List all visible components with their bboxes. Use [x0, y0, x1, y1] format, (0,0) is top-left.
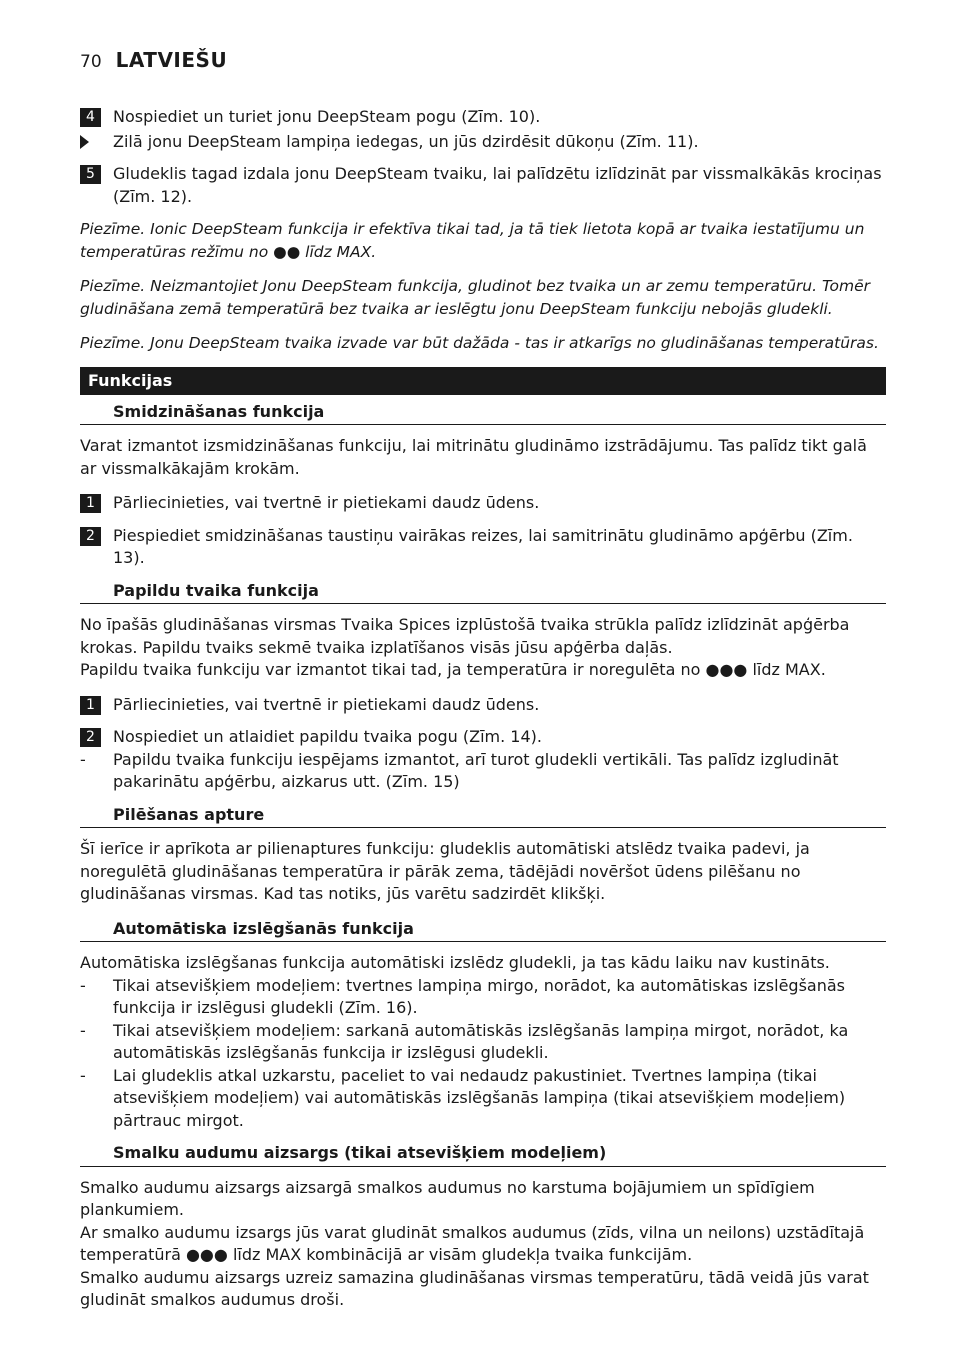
drip-heading: Pilēšanas apture: [80, 804, 886, 829]
spray-description: Varat izmantot izsmidzināšanas funkciju, lai mitrinātu gludināmo izstrādājumu. Tas palīdz tikt galā ar vissmalkākajām krokām.: [80, 436, 867, 478]
delicate-description: [80, 1177, 886, 1312]
dash-item: [80, 749, 886, 794]
step-number: 5: [80, 165, 101, 184]
step-text: Piespiediet smidzināšanas taustiņu vairākas reizes, lai samitrinātu gludināmo apģērbu (Zīm. 13).: [113, 525, 853, 567]
step-text: Gludeklis tagad izdala jonu DeepSteam tvaiku, lai palīdzētu izlīdzināt par vissmalkākās krociņas (Zīm. 12).: [113, 164, 882, 206]
shot-description: [80, 614, 886, 682]
note-1: Piezīme. Ionic DeepSteam funkcija ir efektīva tikai tad, ja tā tiek lietota kopā ar tvaika iestatījumu un temperatūras režīmu no ●● līdz MAX.: [80, 220, 865, 261]
step-4: [80, 106, 886, 129]
dash-mark: -: [80, 975, 86, 995]
spray-heading: Smidzināšanas funkcija: [80, 401, 886, 426]
result-bullet: [80, 131, 886, 154]
dash-item: [80, 1020, 886, 1065]
triangle-bullet-icon: [80, 135, 89, 149]
shot-step-2: [80, 726, 886, 749]
delicate-description-3: Smalko audumu aizsargs uzreiz samazina gludināšanas virsmas temperatūru, tādā veidā jūs varat gludināt smalkos audumus droši.: [80, 1267, 869, 1309]
drip-description: Šī ierīce ir aprīkota ar pilienaptures funkciju: gludeklis automātiski atslēdz tvaika padevi, ja noregulētā gludināšanas temperatūra ir pārāk zema, tādējādi novēršot ūdens pilēšanu no gludināšanas virsmas. Kad tas notiks, jūs varētu sadzirdēt klikšķi.: [80, 839, 810, 903]
step-text: Pārliecinieties, vai tvertnē ir pietiekami daudz ūdens.: [113, 493, 540, 512]
shot-description-1: No īpašās gludināšanas virsmas Tvaika Spices izplūstošā tvaika strūkla palīdz izlīdzināt apģērba krokas. Papildu tvaiks sekmē tvaika izplatīšanos visās jūsu apģērba daļās.: [80, 615, 850, 657]
shot-step-1: [80, 694, 886, 717]
dash-text: Papildu tvaika funkciju iespējams izmantot, arī turot gludekli vertikāli. Tas palīdz izgludināt pakarinātu apģērbu, aizkarus utt. (Zīm. 15): [113, 749, 839, 791]
autooff-description: Automātiska izslēgšanas funkcija automātiski izslēdz gludekli, ja tas kādu laiku nav kustināts.: [80, 953, 830, 972]
dash-mark: -: [80, 1020, 86, 1040]
shot-heading: Papildu tvaika funkcija: [80, 580, 886, 605]
language-title: LATVIEŠU: [115, 48, 228, 72]
dash-text: Lai gludeklis atkal uzkarstu, paceliet to vai nedaudz pakustiniet. Tvertnes lampiņa (tikai atsevišķiem modeļiem) vai automātiskās izslēgšanās lampiņa (tikai atsevišķiem modeļiem) pārtrauc mirgot.: [113, 1065, 846, 1130]
section-title: Funkcijas: [80, 367, 886, 395]
autooff-heading: Automātiska izslēgšanās funkcija: [80, 918, 886, 943]
bullet-text: Zilā jonu DeepSteam lampiņa iedegas, un jūs dzirdēsit dūkoņu (Zīm. 11).: [113, 131, 699, 151]
page-number: 70: [80, 52, 102, 72]
dash-item: [80, 1065, 886, 1133]
step-5: [80, 163, 886, 208]
shot-description-2: Papildu tvaika funkciju var izmantot tikai tad, ja temperatūra ir noregulēta no ●●● līdz MAX.: [80, 660, 826, 679]
page-content: [80, 106, 886, 1324]
spray-step-1: [80, 492, 886, 515]
step-text: Nospiediet un atlaidiet papildu tvaika pogu (Zīm. 14).: [113, 727, 542, 746]
step-number: 1: [80, 494, 101, 513]
delicate-description-1: Smalko audumu aizsargs aizsargā smalkos audumus no karstuma bojājumiem un spīdīgiem plankumiem.: [80, 1177, 815, 1219]
step-number: 2: [80, 527, 101, 546]
autooff-body: [80, 952, 886, 1132]
step-text: Pārliecinieties, vai tvertnē ir pietiekami daudz ūdens.: [113, 694, 540, 714]
step-number: 4: [80, 108, 101, 127]
dash-text: Tikai atsevišķiem modeļiem: tvertnes lampiņa mirgo, norādot, ka automātiskas izslēgšanās funkcija ir izslēgusi gludekli (Zīm. 16).: [113, 975, 845, 1017]
dash-mark: -: [80, 749, 86, 769]
dash-mark: -: [80, 1065, 86, 1085]
note-2: Piezīme. Neizmantojiet Jonu DeepSteam funkcija, gludinot bez tvaika un ar zemu temperatūru. Tomēr gludināšana zemā temperatūrā bez tvaika ar ieslēgtu jonu DeepSteam funkciju nebojās gludekli.: [80, 277, 871, 318]
delicate-description-2: Ar smalko audumu izsargs jūs varat gludināt smalkos audumus (zīds, vilna un neilons) uzstādītajā temperatūrā ●●● līdz MAX kombinācijā ar visām gludekļa tvaika funkcijām.: [80, 1222, 865, 1264]
note-3: Piezīme. Jonu DeepSteam tvaika izvade var būt dažāda - tas ir atkarīgs no gludināšanas temperatūras.: [80, 334, 879, 352]
delicate-heading: Smalku audumu aizsargs (tikai atsevišķiem modeļiem): [80, 1142, 886, 1167]
step-text: Nospiediet un turiet jonu DeepSteam pogu (Zīm. 10).: [113, 107, 541, 126]
dash-text: Tikai atsevišķiem modeļiem: sarkanā automātiskās izslēgšanās lampiņa mirgot, norādot, ka automātiskās izslēgšanās funkcija ir izslēgusi gludekli.: [113, 1020, 849, 1062]
page-header: [80, 48, 227, 72]
spray-step-2: [80, 525, 886, 570]
step-number: 2: [80, 728, 101, 747]
dash-item: [80, 975, 886, 1020]
step-number: 1: [80, 696, 101, 715]
shot-tips: [80, 749, 886, 794]
